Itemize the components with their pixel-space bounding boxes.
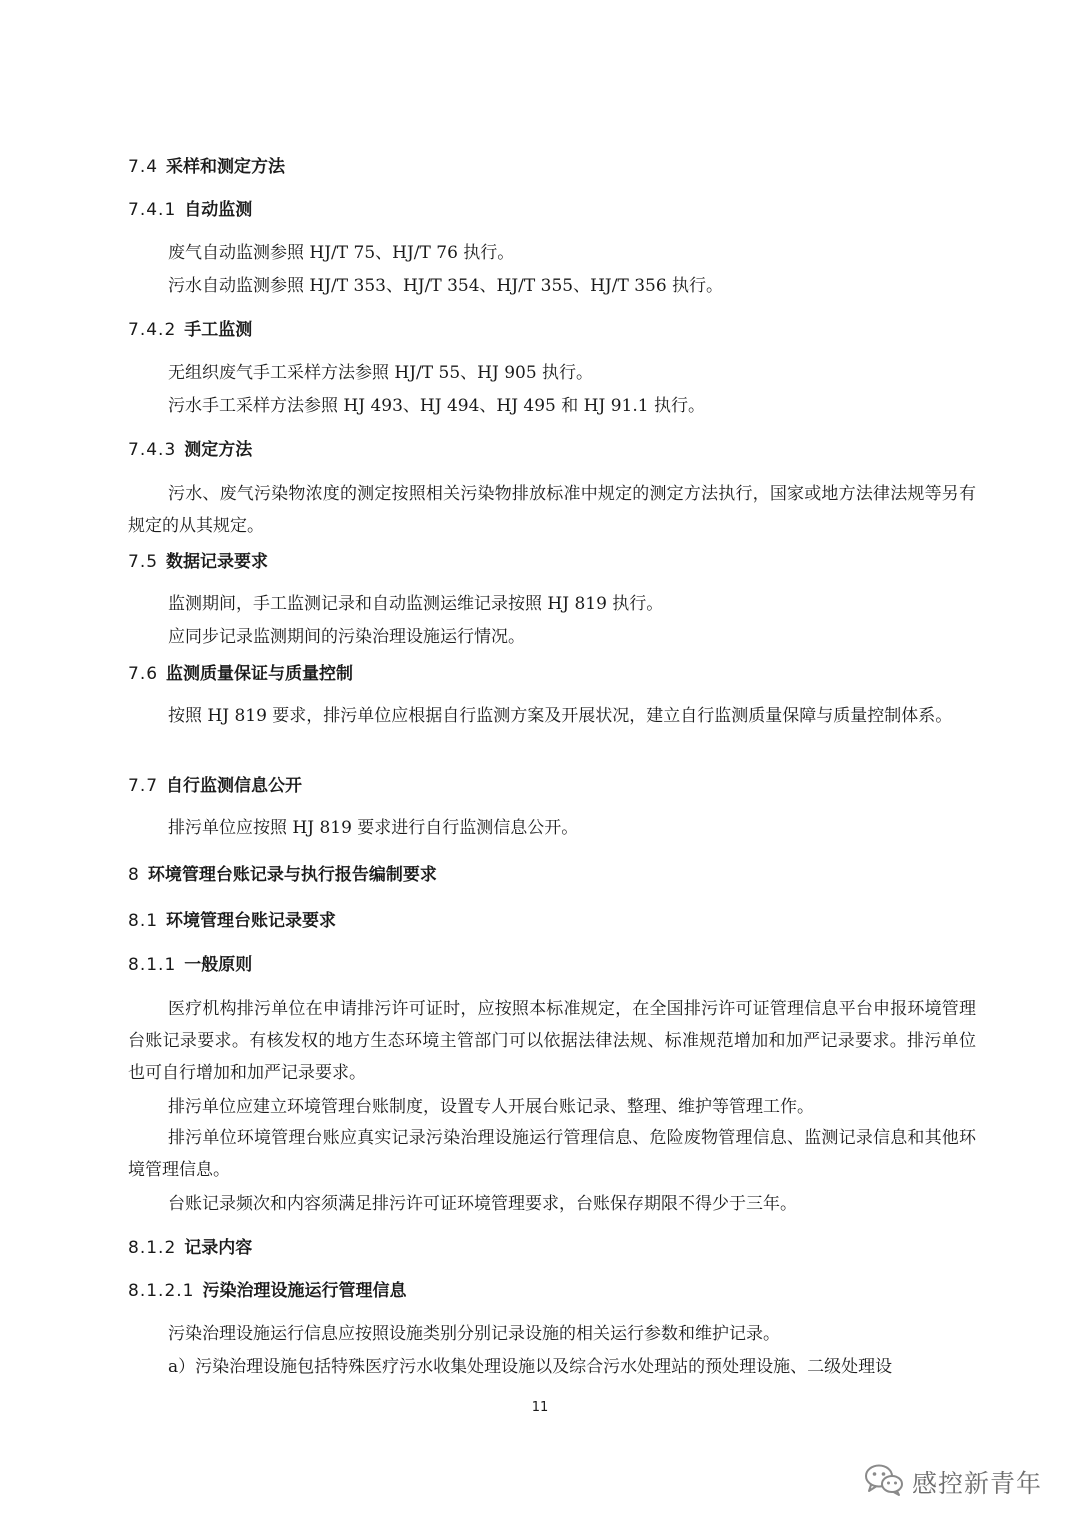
text-line: 污染治理设施运行信息应按照设施类别分别记录设施的相关运行参数和维护记录。 [168, 1324, 780, 1344]
heading-8-1-1: 8.1.1 一般原则 [128, 955, 253, 975]
heading-7-4-1: 7.4.1 自动监测 [128, 200, 253, 220]
watermark [864, 1462, 1042, 1502]
text-line: 排污单位应建立环境管理台账制度，设置专人开展台账记录、整理、维护等管理工作。 [168, 1097, 814, 1117]
heading-7-5: 7.5 数据记录要求 [128, 552, 269, 572]
text-line: 无组织废气手工采样方法参照 HJ/T 55、HJ 905 执行。 [168, 363, 594, 383]
text-line: 台账记录频次和内容须满足排污许可证环境管理要求，台账保存期限不得少于三年。 [168, 1194, 797, 1214]
heading-8-1-2-1: 8.1.2.1 污染治理设施运行管理信息 [128, 1281, 407, 1301]
text-line: 应同步记录监测期间的污染治理设施运行情况。 [168, 627, 525, 647]
paragraph: 排污单位环境管理台账应真实记录污染治理设施运行管理信息、危险废物管理信息、监测记录信息和其他环境管理信息。 [128, 1128, 976, 1180]
heading-8: 8 环境管理台账记录与执行报告编制要求 [128, 865, 437, 885]
heading-7-7: 7.7 自行监测信息公开 [128, 776, 303, 796]
paragraph: 医疗机构排污单位在申请排污许可证时，应按照本标准规定，在全国排污许可证管理信息平台申报环境管理台账记录要求。有核发权的地方生态环境主管部门可以依据法律法规、标准规范增加和加严记录要求。排污单位也可自行增加和加严记录要求。 [128, 999, 976, 1083]
paragraph: 按照 HJ 819 要求，排污单位应根据自行监测方案及开展状况，建立自行监测质量保障与质量控制体系。 [168, 706, 953, 726]
paragraph: 污水、废气污染物浓度的测定按照相关污染物排放标准中规定的测定方法执行，国家或地方法律法规等另有规定的从其规定。 [128, 484, 976, 536]
heading-7-4: 7.4 采样和测定方法 [128, 157, 286, 177]
text-line: 废气自动监测参照 HJ/T 75、HJ/T 76 执行。 [168, 243, 515, 263]
text-line: 排污单位应按照 HJ 819 要求进行自行监测信息公开。 [168, 818, 579, 838]
text-line: a）污染治理设施包括特殊医疗污水收集处理设施以及综合污水处理站的预处理设施、二级处理设 [168, 1357, 893, 1377]
heading-7-4-2: 7.4.2 手工监测 [128, 320, 253, 340]
text-line: 污水自动监测参照 HJ/T 353、HJ/T 354、HJ/T 355、HJ/T 356 执行。 [168, 276, 724, 296]
page-number: 11 [531, 1400, 549, 1415]
heading-7-4-3: 7.4.3 测定方法 [128, 440, 253, 460]
heading-8-1-2: 8.1.2 记录内容 [128, 1238, 253, 1258]
wechat-icon [864, 1463, 904, 1501]
watermark-text: 感控新青年 [912, 1469, 1043, 1498]
heading-8-1: 8.1 环境管理台账记录要求 [128, 911, 337, 931]
heading-7-6: 7.6 监测质量保证与质量控制 [128, 664, 354, 684]
text-line: 监测期间，手工监测记录和自动监测运维记录按照 HJ 819 执行。 [168, 594, 664, 614]
text-line: 污水手工采样方法参照 HJ 493、HJ 494、HJ 495 和 HJ 91.1 执行。 [168, 396, 705, 416]
